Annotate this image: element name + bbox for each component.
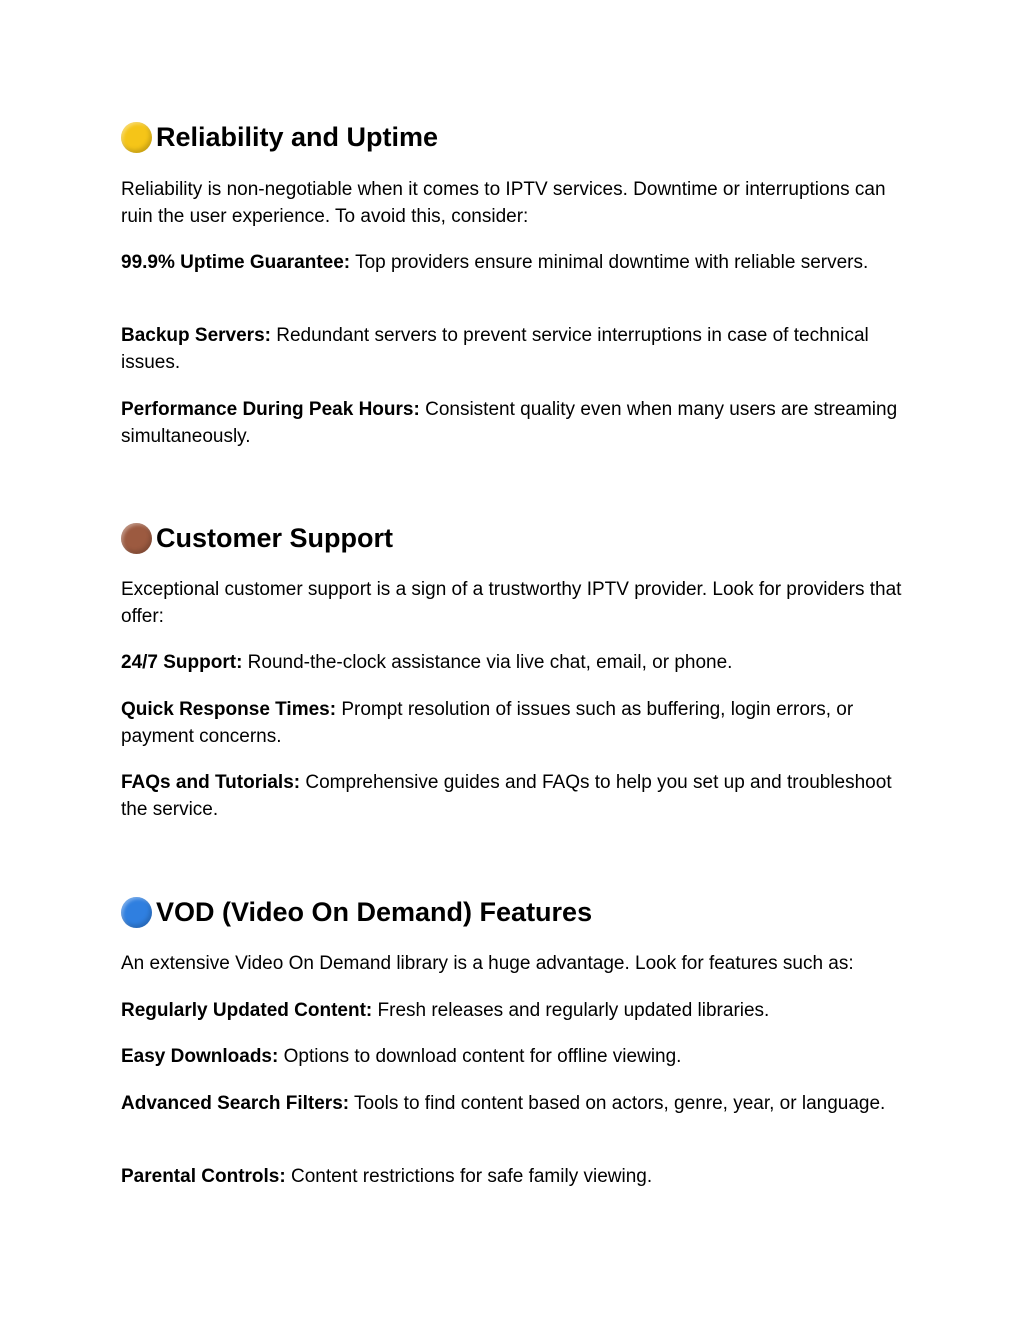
section-customer-support <box>121 520 911 556</box>
item-text: Top providers ensure minimal downtime with reliable servers. <box>350 252 869 273</box>
section-reliability <box>121 119 911 155</box>
list-item <box>121 650 911 677</box>
item-label: 24/7 Support: <box>121 652 243 673</box>
list-item <box>121 998 911 1025</box>
yellow-circle-icon <box>121 122 152 153</box>
brown-circle-icon <box>121 523 152 554</box>
list-item <box>121 1044 911 1071</box>
item-label: Performance During Peak Hours: <box>121 399 420 420</box>
item-text: Content restrictions for safe family viewing. <box>285 1166 653 1187</box>
item-text: Tools to find content based on actors, genre, year, or language. <box>349 1093 886 1114</box>
item-text: Options to download content for offline viewing. <box>278 1046 682 1067</box>
item-text: Round-the-clock assistance via live chat, email, or phone. <box>242 652 733 673</box>
list-item <box>121 1091 911 1118</box>
blue-circle-icon <box>121 897 152 928</box>
item-label: Advanced Search Filters: <box>121 1093 350 1114</box>
item-label: Easy Downloads: <box>121 1046 279 1067</box>
section-intro: An extensive Video On Demand library is a huge advantage. Look for features such as: <box>121 953 854 974</box>
list-item <box>121 770 911 823</box>
section-title: Reliability and Uptime <box>156 122 439 152</box>
item-text: Comprehensive guides and FAQs to help you set up and troubleshoot the service. <box>121 772 892 820</box>
section-heading <box>121 894 911 930</box>
section-title: Customer Support <box>156 523 394 553</box>
item-label: Regularly Updated Content: <box>121 1000 373 1021</box>
section-intro: Reliability is non-negotiable when it comes to IPTV services. Downtime or interruptions can ruin the user experience. To avoid this, consider: <box>121 179 886 227</box>
list-item <box>121 697 911 750</box>
item-label: Parental Controls: <box>121 1166 286 1187</box>
item-label: Quick Response Times: <box>121 699 337 720</box>
item-label: FAQs and Tutorials: <box>121 772 301 793</box>
list-item <box>121 397 911 450</box>
item-label: 99.9% Uptime Guarantee: <box>121 252 351 273</box>
list-item <box>121 250 911 277</box>
item-text: Fresh releases and regularly updated libraries. <box>372 1000 770 1021</box>
section-title: VOD (Video On Demand) Features <box>156 897 593 927</box>
section-heading <box>121 520 911 556</box>
list-item <box>121 1164 911 1191</box>
item-text: Redundant servers to prevent service interruptions in case of technical issues. <box>121 325 869 373</box>
item-text: Prompt resolution of issues such as buffering, login errors, or payment concerns. <box>121 699 854 747</box>
item-label: Backup Servers: <box>121 325 271 346</box>
section-intro: Exceptional customer support is a sign of a trustworthy IPTV provider. Look for providers that offer: <box>121 579 902 627</box>
section-heading <box>121 119 911 155</box>
item-text: Consistent quality even when many users are streaming simultaneously. <box>121 399 898 447</box>
section-vod-features <box>121 894 911 930</box>
list-item <box>121 323 911 376</box>
